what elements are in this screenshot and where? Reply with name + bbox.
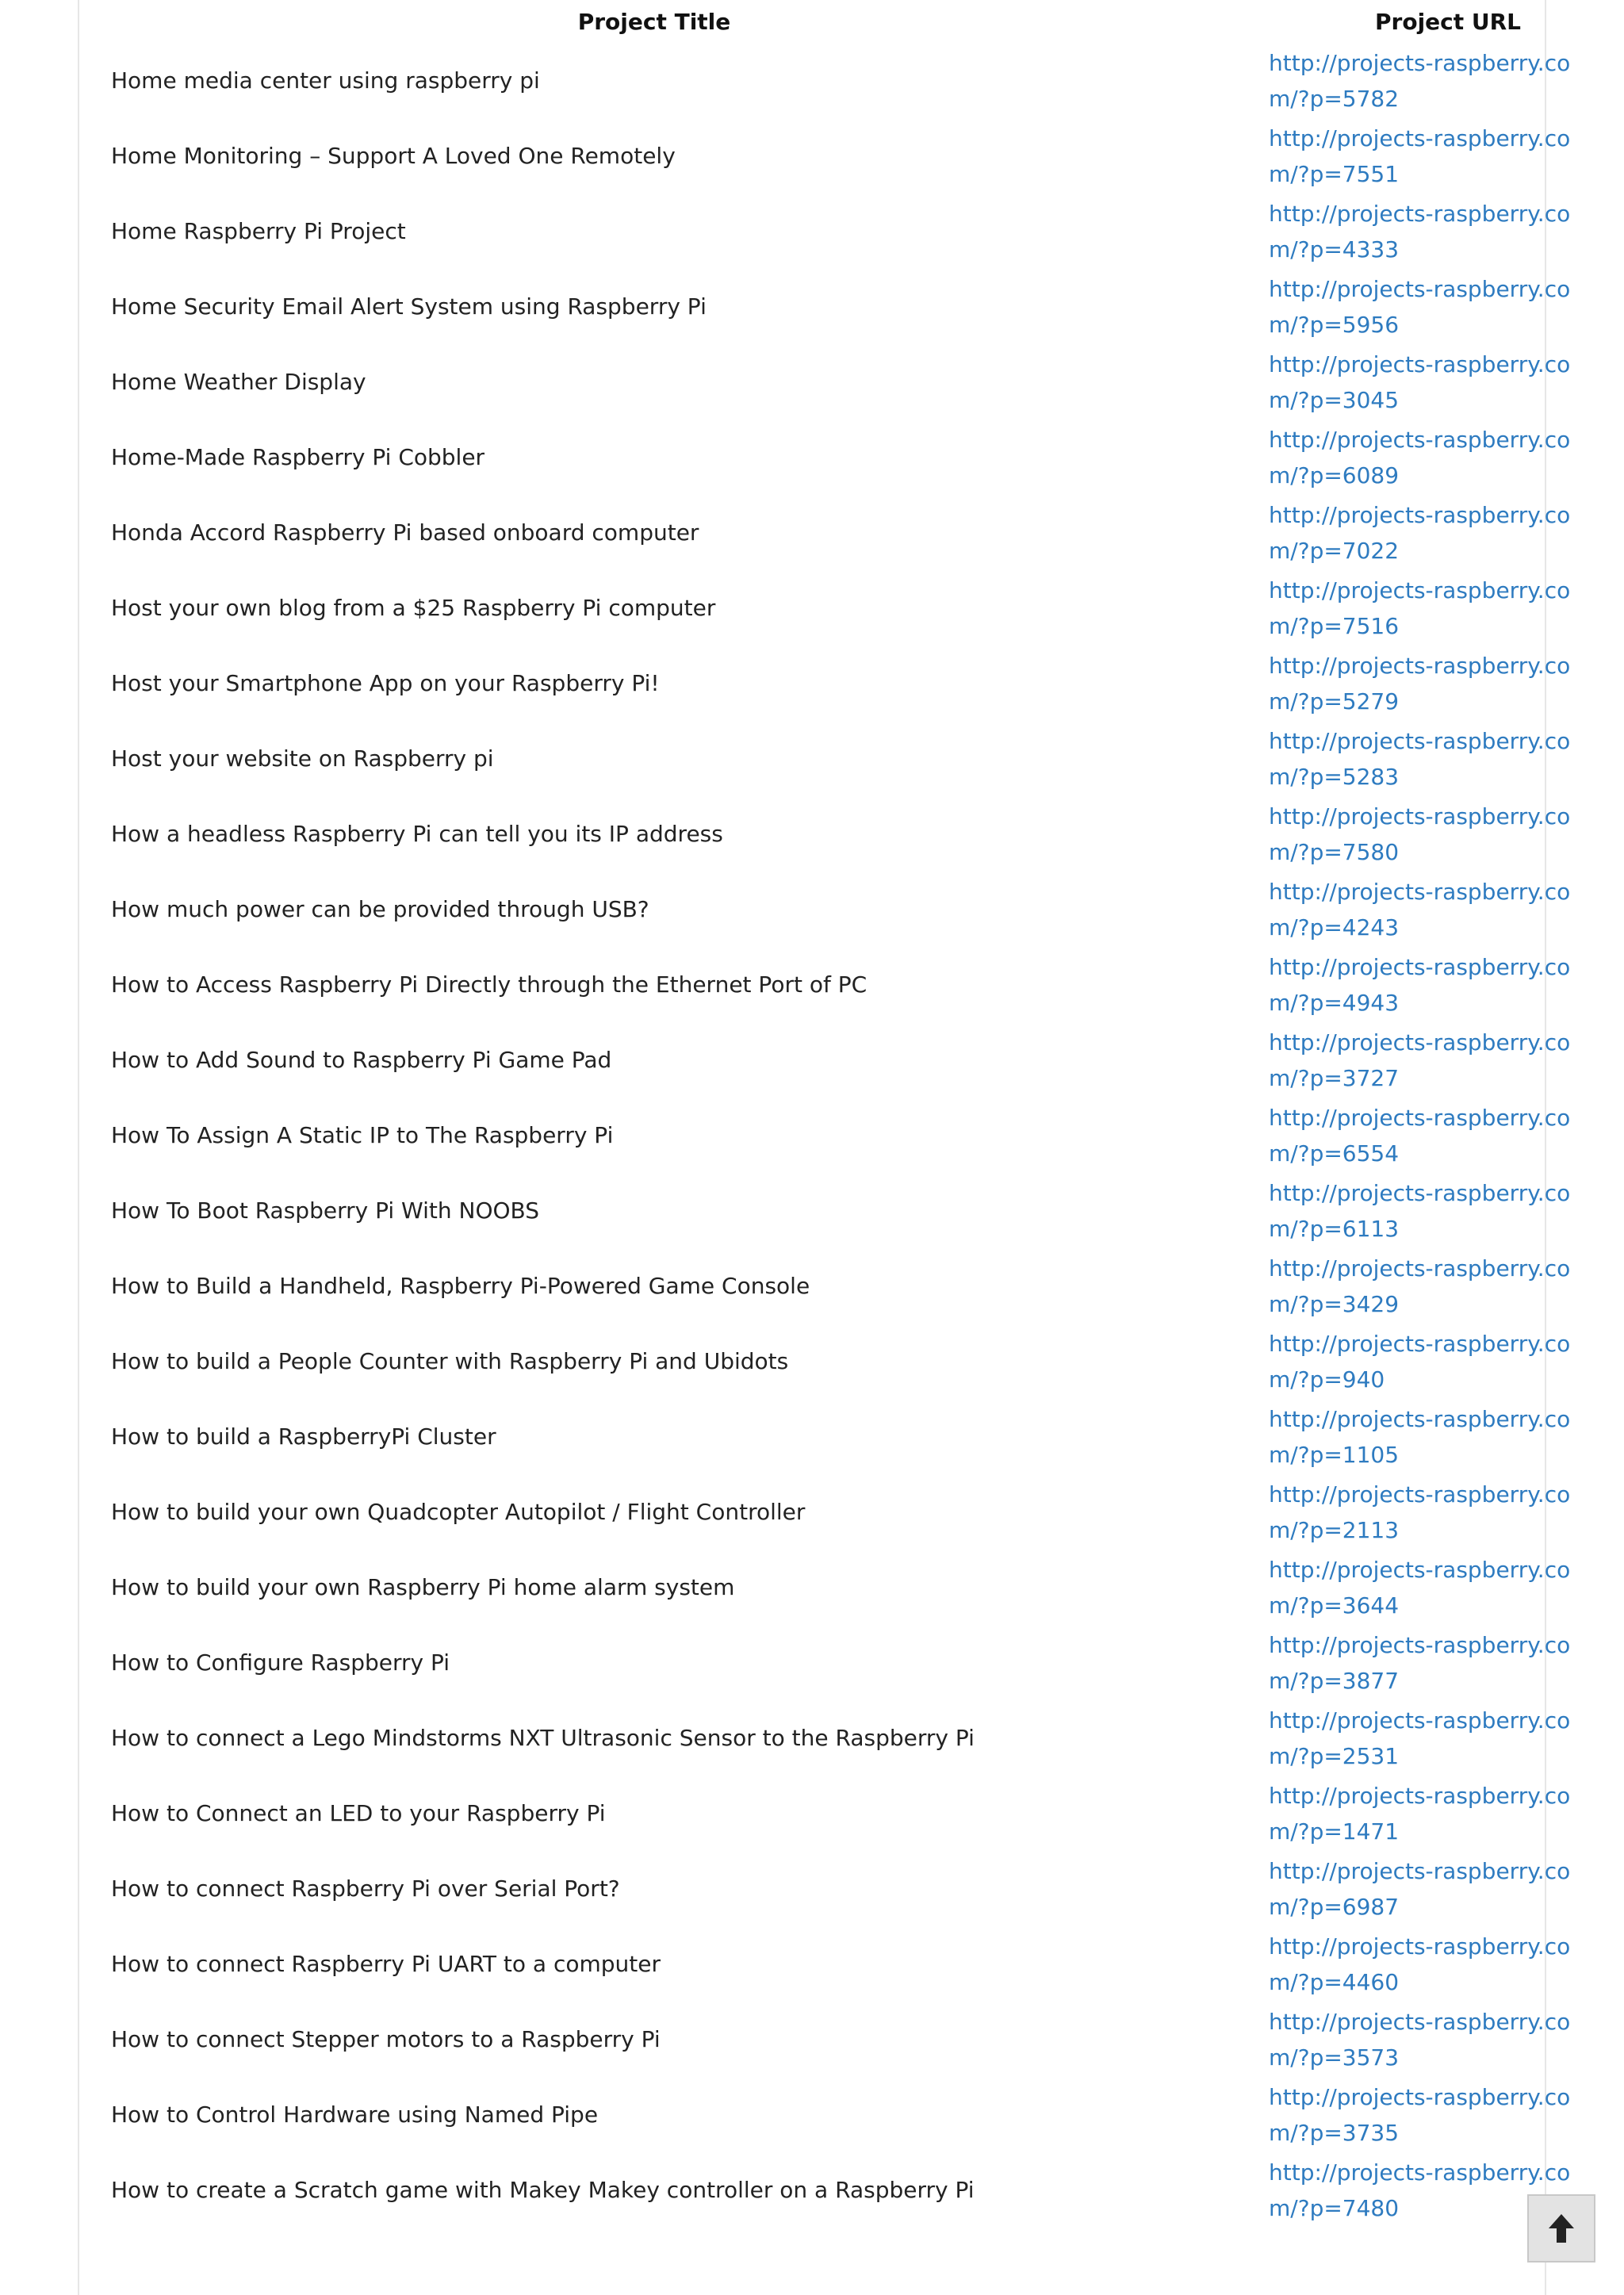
project-title: How to Configure Raspberry Pi (111, 1649, 450, 1676)
project-title: How To Boot Raspberry Pi With NOOBS (111, 1197, 540, 1224)
project-url-link[interactable]: http://projects-raspberry.com/?p=4943 (1269, 953, 1571, 1016)
project-title: How To Assign A Static IP to The Raspberry Pi (111, 1122, 614, 1148)
project-url-link[interactable]: http://projects-raspberry.com/?p=5956 (1269, 275, 1571, 338)
project-url-link[interactable]: http://projects-raspberry.com/?p=2113 (1269, 1481, 1571, 1543)
table-row (111, 495, 1602, 570)
project-url-cell (1269, 721, 1602, 796)
project-url-cell (1269, 1022, 1602, 1098)
project-url-link[interactable]: http://projects-raspberry.com/?p=6554 (1269, 1104, 1571, 1167)
project-url-cell (1269, 193, 1602, 269)
table-body (111, 43, 1602, 2228)
project-url-link[interactable]: http://projects-raspberry.com/?p=3735 (1269, 2083, 1571, 2146)
project-url-link[interactable]: http://projects-raspberry.com/?p=1471 (1269, 1782, 1571, 1845)
project-url-link[interactable]: http://projects-raspberry.com/?p=3429 (1269, 1255, 1571, 1317)
table-row (111, 269, 1602, 344)
project-title: Home Security Email Alert System using Raspberry Pi (111, 293, 707, 320)
project-url-cell (1269, 420, 1602, 495)
table-header-row (111, 0, 1602, 43)
project-url-link[interactable]: http://projects-raspberry.com/?p=3877 (1269, 1631, 1571, 1694)
table-row (111, 1550, 1602, 1625)
table-row (111, 646, 1602, 721)
project-url-cell (1269, 1474, 1602, 1550)
project-title: How to Build a Handheld, Raspberry Pi-Powered Game Console (111, 1273, 810, 1299)
project-url-link[interactable]: http://projects-raspberry.com/?p=3045 (1269, 351, 1571, 413)
column-header-project-url: Project URL (1375, 8, 1522, 35)
table-row (111, 2002, 1602, 2077)
project-url-link[interactable]: http://projects-raspberry.com/?p=6089 (1269, 426, 1571, 489)
project-url-link[interactable]: http://projects-raspberry.com/?p=7022 (1269, 501, 1571, 564)
project-url-cell (1269, 646, 1602, 721)
project-url-cell (1269, 1399, 1602, 1474)
project-url-link[interactable]: http://projects-raspberry.com/?p=7480 (1269, 2159, 1571, 2221)
table-row (111, 2077, 1602, 2152)
project-title: How to build your own Quadcopter Autopilot / Flight Controller (111, 1499, 806, 1525)
project-url-link[interactable]: http://projects-raspberry.com/?p=5283 (1269, 727, 1571, 790)
project-url-cell (1269, 1098, 1602, 1173)
project-url-cell (1269, 1173, 1602, 1248)
table-row (111, 1098, 1602, 1173)
project-url-cell (1269, 1248, 1602, 1324)
project-title: How to connect a Lego Mindstorms NXT Ultrasonic Sensor to the Raspberry Pi (111, 1725, 975, 1751)
table-row (111, 1625, 1602, 1700)
project-title: How a headless Raspberry Pi can tell you its IP address (111, 821, 723, 847)
project-url-cell (1269, 1625, 1602, 1700)
project-url-cell (1269, 1324, 1602, 1399)
table-row (111, 1248, 1602, 1324)
table-row (111, 1173, 1602, 1248)
project-url-cell (1269, 872, 1602, 947)
project-title: How to connect Raspberry Pi UART to a computer (111, 1951, 661, 1977)
table-row (111, 721, 1602, 796)
project-url-cell (1269, 947, 1602, 1022)
project-url-link[interactable]: http://projects-raspberry.com/?p=4460 (1269, 1933, 1571, 1995)
project-title: Home Raspberry Pi Project (111, 218, 406, 244)
project-title: How to Add Sound to Raspberry Pi Game Pad (111, 1047, 612, 1073)
project-url-link[interactable]: http://projects-raspberry.com/?p=1105 (1269, 1405, 1571, 1468)
table-row (111, 118, 1602, 193)
project-url-cell (1269, 118, 1602, 193)
content-card (78, 0, 1571, 2295)
table-row (111, 420, 1602, 495)
column-header-project-title: Project Title (577, 8, 731, 35)
project-url-link[interactable]: http://projects-raspberry.com/?p=7580 (1269, 803, 1571, 865)
project-url-cell (1269, 43, 1602, 118)
table-row (111, 1776, 1602, 1851)
project-url-link[interactable]: http://projects-raspberry.com/?p=7551 (1269, 125, 1571, 187)
project-url-cell (1269, 1926, 1602, 2002)
project-url-cell (1269, 1851, 1602, 1926)
project-title: How to Access Raspberry Pi Directly through the Ethernet Port of PC (111, 971, 868, 998)
project-title: How to connect Raspberry Pi over Serial Port? (111, 1875, 620, 1902)
project-url-link[interactable]: http://projects-raspberry.com/?p=5782 (1269, 49, 1571, 112)
project-url-cell (1269, 495, 1602, 570)
arrow-up-icon (1545, 2211, 1577, 2246)
table-row (111, 193, 1602, 269)
project-url-link[interactable]: http://projects-raspberry.com/?p=3644 (1269, 1556, 1571, 1619)
project-url-cell (1269, 344, 1602, 420)
project-title: How to Control Hardware using Named Pipe (111, 2102, 599, 2128)
table-row (111, 1022, 1602, 1098)
project-url-link[interactable]: http://projects-raspberry.com/?p=2531 (1269, 1707, 1571, 1769)
project-url-link[interactable]: http://projects-raspberry.com/?p=3573 (1269, 2008, 1571, 2071)
project-url-cell (1269, 1776, 1602, 1851)
project-title: Host your own blog from a $25 Raspberry Pi computer (111, 595, 716, 621)
project-title: How to create a Scratch game with Makey Makey controller on a Raspberry Pi (111, 2177, 975, 2203)
project-url-cell (1269, 1550, 1602, 1625)
project-title: Honda Accord Raspberry Pi based onboard computer (111, 519, 699, 546)
projects-table (111, 0, 1602, 2228)
project-url-link[interactable]: http://projects-raspberry.com/?p=4333 (1269, 200, 1571, 262)
project-url-cell (1269, 269, 1602, 344)
project-url-link[interactable]: http://projects-raspberry.com/?p=940 (1269, 1330, 1571, 1393)
project-title: How to Connect an LED to your Raspberry Pi (111, 1800, 606, 1826)
project-title: How to build a People Counter with Raspberry Pi and Ubidots (111, 1348, 789, 1374)
table-row (111, 872, 1602, 947)
project-title: Home media center using raspberry pi (111, 67, 540, 94)
project-title: How to build a RaspberryPi Cluster (111, 1423, 496, 1450)
project-title: Home Weather Display (111, 369, 366, 395)
table-row (111, 570, 1602, 646)
project-title: How to connect Stepper motors to a Raspberry Pi (111, 2026, 661, 2052)
project-title: Host your website on Raspberry pi (111, 745, 494, 772)
project-url-link[interactable]: http://projects-raspberry.com/?p=5279 (1269, 652, 1571, 715)
table-row (111, 1474, 1602, 1550)
project-title: Home-Made Raspberry Pi Cobbler (111, 444, 485, 470)
project-url-cell (1269, 1700, 1602, 1776)
table-row (111, 1700, 1602, 1776)
project-url-cell (1269, 2002, 1602, 2077)
project-url-link[interactable]: http://projects-raspberry.com/?p=6987 (1269, 1857, 1571, 1920)
table-row (111, 2152, 1602, 2228)
table-row (111, 1399, 1602, 1474)
table-row (111, 1851, 1602, 1926)
table-row (111, 344, 1602, 420)
project-title: Home Monitoring – Support A Loved One Remotely (111, 143, 676, 169)
table-row (111, 796, 1602, 872)
project-title: How to build your own Raspberry Pi home alarm system (111, 1574, 735, 1600)
project-url-cell (1269, 796, 1602, 872)
table-row (111, 43, 1602, 118)
project-url-link[interactable]: http://projects-raspberry.com/?p=7516 (1269, 577, 1571, 639)
project-url-link[interactable]: http://projects-raspberry.com/?p=3727 (1269, 1029, 1571, 1091)
table-row (111, 947, 1602, 1022)
table-row (111, 1926, 1602, 2002)
project-title: How much power can be provided through USB? (111, 896, 649, 922)
scroll-to-top-button[interactable] (1527, 2194, 1595, 2262)
project-url-link[interactable]: http://projects-raspberry.com/?p=6113 (1269, 1179, 1571, 1242)
project-url-cell (1269, 570, 1602, 646)
project-url-link[interactable]: http://projects-raspberry.com/?p=4243 (1269, 878, 1571, 941)
project-title: Host your Smartphone App on your Raspberry Pi! (111, 670, 660, 696)
project-url-cell (1269, 2077, 1602, 2152)
table-row (111, 1324, 1602, 1399)
